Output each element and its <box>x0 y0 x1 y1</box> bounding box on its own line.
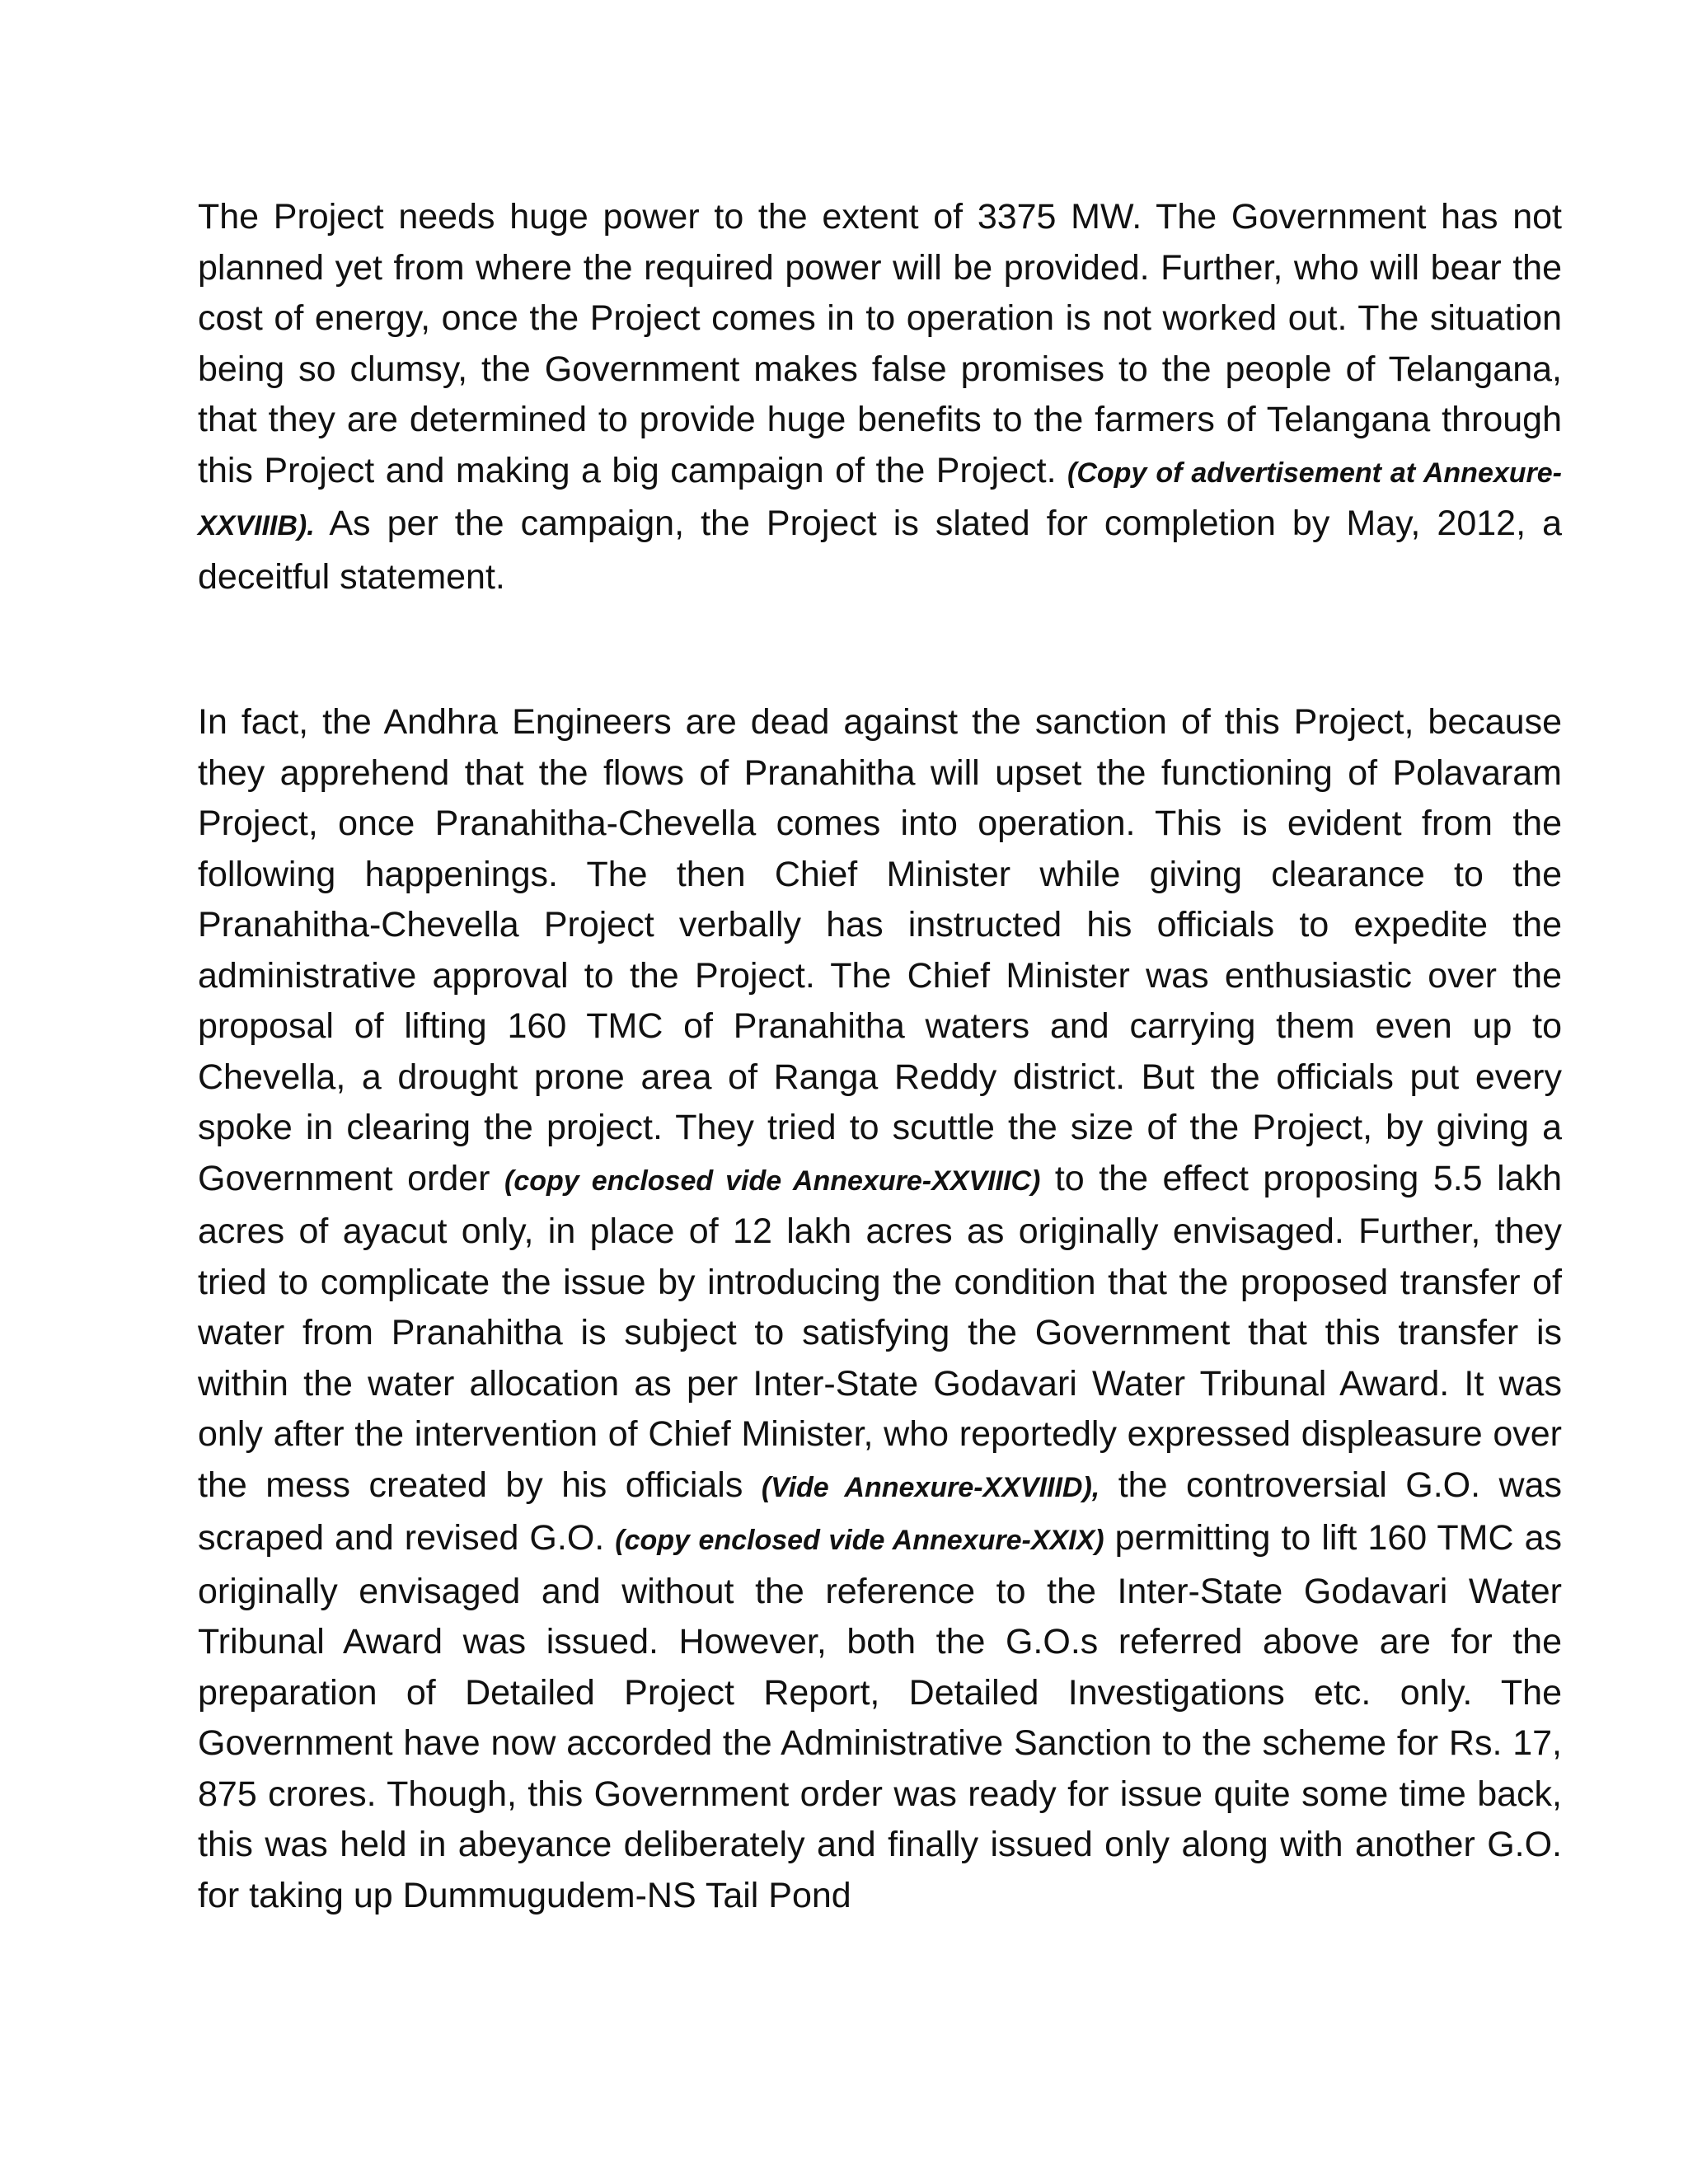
body-text: permitting to lift 160 TMC as originally envisaged and without the reference to the Inter-State Godavari Water Tribunal Award was issued. However, both the G.O.s referred above are for the preparation of Detailed Project Report, Detailed Investigations etc. only. The Government have now accorded the Administrative Sanction to the scheme for Rs. 17, 875 crores. Though, this Government order was ready for issue quite some time back, this was held in abeyance deliberately and finally issued only along with another G.O. for taking up Dummugudem-NS Tail Pond <box>198 1518 1562 1915</box>
paragraph-power-requirement <box>198 192 1562 602</box>
body-text: to the effect proposing 5.5 lakh acres of ayacut only, in place of 12 lakh acres as originally envisaged. Further, they tried to complicate the issue by introducing the condition that the proposed transfer of water from Pranahitha is subject to satisfying the Government that this transfer is within the water allocation as per Inter-State Godavari Water Tribunal Award. It was only after the intervention of Chief Minister, who reportedly expressed displeasure over the mess created by his officials <box>198 1158 1562 1505</box>
paragraph-andhra-engineers <box>198 697 1562 1921</box>
annexure-reference: (Copy of advertisement at Annexure-XXVIIIB). <box>198 457 1563 541</box>
body-text: In fact, the Andhra Engineers are dead against the sanction of this Project, because they apprehend that the flows of Pranahitha will upset the functioning of Polavaram Project, once Pranahitha-Chevella comes into operation. This is evident from the following happenings. The then Chief Minister while giving clearance to the Pranahitha-Chevella Project verbally has instructed his officials to expedite the administrative approval to the Project. The Chief Minister was enthusiastic over the proposal of lifting 160 TMC of Pranahitha waters and carrying them even up to Chevella, a drought prone area of Ranga Reddy district. But the officials put every spoke in clearing the project. They tried to scuttle the size of the Project, by giving a Government order <box>198 702 1562 1198</box>
annexure-reference: (copy enclosed vide Annexure-XXVIIIC) <box>504 1165 1041 1197</box>
body-text: The Project needs huge power to the extent of 3375 MW. The Government has not planned yet from where the required power will be provided. Further, who will bear the cost of energy, once the Project comes in to operation is not worked out. The situation being so clumsy, the Government makes false promises to the people of Telangana, that they are determined to provide huge benefits to the farmers of Telangana through this Project and making a big campaign of the Project. <box>198 197 1562 490</box>
annexure-reference: (copy enclosed vide Annexure-XXIX) <box>615 1525 1104 1556</box>
annexure-reference: (Vide Annexure-XXVIIID), <box>761 1471 1100 1503</box>
body-text: the controversial G.O. was scraped and revised G.O. <box>198 1465 1562 1558</box>
body-text: As per the campaign, the Project is slated for completion by May, 2012, a deceitful statement. <box>198 504 1562 597</box>
